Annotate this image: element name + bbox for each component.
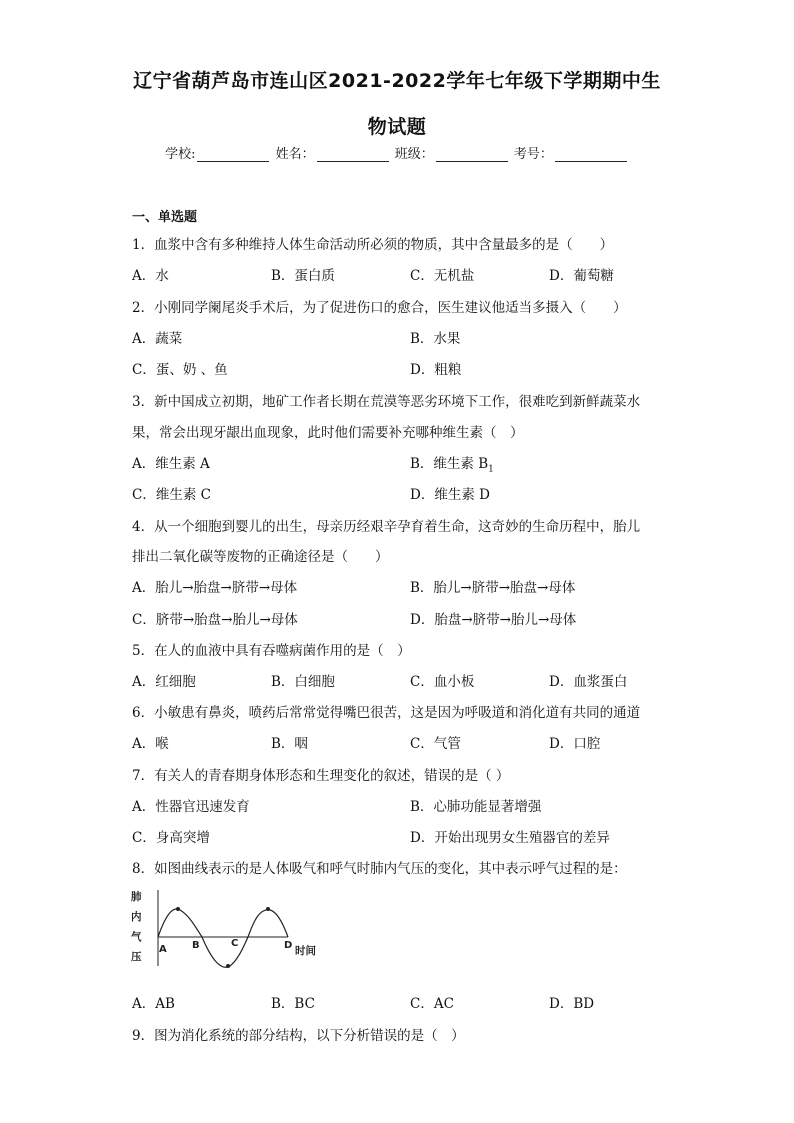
figure-xlabel: 时间 <box>295 945 316 957</box>
q5-stem: 5．在人的血液中具有吞噬病菌作用的是（ ） <box>132 643 411 659</box>
q7-option-c[interactable]: C．身高突增 <box>132 830 210 846</box>
section-heading: 一、单选题 <box>132 210 198 225</box>
q8-stem: 8．如图曲线表示的是人体吸气和呼气时肺内气压的变化，其中表示呼气过程的是： <box>132 861 627 877</box>
q5-option-c[interactable]: C．血小板 <box>410 674 475 690</box>
figure-ylabel-3: 气 <box>131 931 142 943</box>
figure-dot-trough <box>226 964 230 968</box>
q4-option-c[interactable]: C．脐带→胎盘→胎儿→母体 <box>132 612 298 628</box>
q6-option-b[interactable]: B．咽 <box>271 736 308 752</box>
q1-option-d[interactable]: D．葡萄糖 <box>549 268 614 284</box>
school-blank[interactable] <box>197 147 269 162</box>
q4-option-a[interactable]: A．胎儿→胎盘→脐带→母体 <box>132 580 298 596</box>
name-blank[interactable] <box>317 147 389 162</box>
q8-option-c[interactable]: C．AC <box>410 996 454 1012</box>
q7-option-d[interactable]: D．开始出现男女生殖器官的差异 <box>410 830 610 846</box>
q3-option-d[interactable]: D．维生素 D <box>410 487 490 503</box>
figure-point-c: C <box>231 938 239 949</box>
figure-ylabel-2: 内 <box>131 911 142 923</box>
q5-option-d[interactable]: D．血浆蛋白 <box>549 674 628 690</box>
q2-option-d[interactable]: D．粗粮 <box>410 362 462 378</box>
q2-stem: 2．小刚同学阑尾炎手术后，为了促进伤口的愈合，医生建议他适当多摄入（ ） <box>132 300 627 316</box>
q8-option-d[interactable]: D．BD <box>549 996 595 1012</box>
q1-option-a[interactable]: A．水 <box>132 268 169 284</box>
class-blank[interactable] <box>436 147 508 162</box>
q1-option-b[interactable]: B．蛋白质 <box>271 268 335 284</box>
q4-stem-line1: 4．从一个细胞到婴儿的出生，母亲历经艰辛孕育着生命，这奇妙的生命历程中，胎儿 <box>132 519 641 535</box>
q8-option-b[interactable]: B．BC <box>271 996 315 1012</box>
class-label: 班级： <box>394 147 434 162</box>
school-label: 学校: <box>165 147 196 162</box>
q1-stem: 1．血浆中含有多种维持人体生命活动所必须的物质，其中含量最多的是（ ） <box>132 237 614 253</box>
q8-option-a[interactable]: A．AB <box>132 996 175 1012</box>
q3-option-a[interactable]: A．维生素 A <box>132 456 210 472</box>
q7-stem: 7．有关人的青春期身体形态和生理变化的叙述，错误的是（ ） <box>132 768 510 784</box>
name-label: 姓名： <box>275 147 315 162</box>
q6-option-c[interactable]: C．气管 <box>410 736 461 752</box>
document-title-line2: 物试题 <box>367 116 427 138</box>
q3-option-b-text: B．维生素 B <box>410 456 489 472</box>
q3-option-b-subscript: 1 <box>488 464 494 475</box>
student-info-row <box>0 143 794 162</box>
q6-option-a[interactable]: A．喉 <box>132 736 169 752</box>
q3-stem-line1: 3．新中国成立初期，地矿工作者长期在荒漠等恶劣环境下工作，很难吃到新鲜蔬菜水 <box>132 394 641 410</box>
q3-stem-line2: 果，常会出现牙龈出血现象，此时他们需要补充哪种维生素（ ） <box>132 425 524 441</box>
q5-option-b[interactable]: B．白细胞 <box>271 674 335 690</box>
number-blank[interactable] <box>555 147 627 162</box>
figure-point-b: B <box>192 940 200 951</box>
q2-option-c[interactable]: C．蛋、奶 、鱼 <box>132 362 228 378</box>
figure-ylabel-1: 肺 <box>131 891 142 903</box>
figure-ylabel-4: 压 <box>131 951 142 963</box>
figure-dot-peak2 <box>266 907 270 911</box>
q1-option-c[interactable]: C．无机盐 <box>410 268 475 284</box>
number-label: 考号： <box>513 147 553 162</box>
q4-option-d[interactable]: D．胎盘→脐带→胎儿→母体 <box>410 612 577 628</box>
q7-option-b[interactable]: B．心肺功能显著增强 <box>410 799 542 815</box>
figure-pressure-curve <box>158 909 288 967</box>
figure-point-a: A <box>159 944 167 955</box>
document-title-line1: 辽宁省葫芦岛市连山区2021-2022学年七年级下学期期中生 <box>133 70 661 92</box>
q5-option-a[interactable]: A．红细胞 <box>132 674 196 690</box>
q3-option-c[interactable]: C．维生素 C <box>132 487 211 503</box>
q6-stem: 6．小敏患有鼻炎，喷药后常常觉得嘴巴很苦，这是因为呼吸道和消化道有共同的通道 <box>132 705 641 721</box>
q7-option-a[interactable]: A．性器官迅速发育 <box>132 799 250 815</box>
lung-pressure-figure <box>128 884 328 972</box>
q2-option-b[interactable]: B．水果 <box>410 331 461 347</box>
figure-dot-peak1 <box>176 907 180 911</box>
q6-option-d[interactable]: D．口腔 <box>549 736 601 752</box>
figure-point-d: D <box>284 940 293 951</box>
q2-option-a[interactable]: A．蔬菜 <box>132 331 183 347</box>
q4-stem-line2: 排出二氧化碳等废物的正确途径是（ ） <box>132 549 389 565</box>
q9-stem: 9．图为消化系统的部分结构，以下分析错误的是（ ） <box>132 1028 465 1044</box>
q3-option-b[interactable] <box>410 452 494 475</box>
q4-option-b[interactable]: B．胎儿→脐带→胎盘→母体 <box>410 580 576 596</box>
